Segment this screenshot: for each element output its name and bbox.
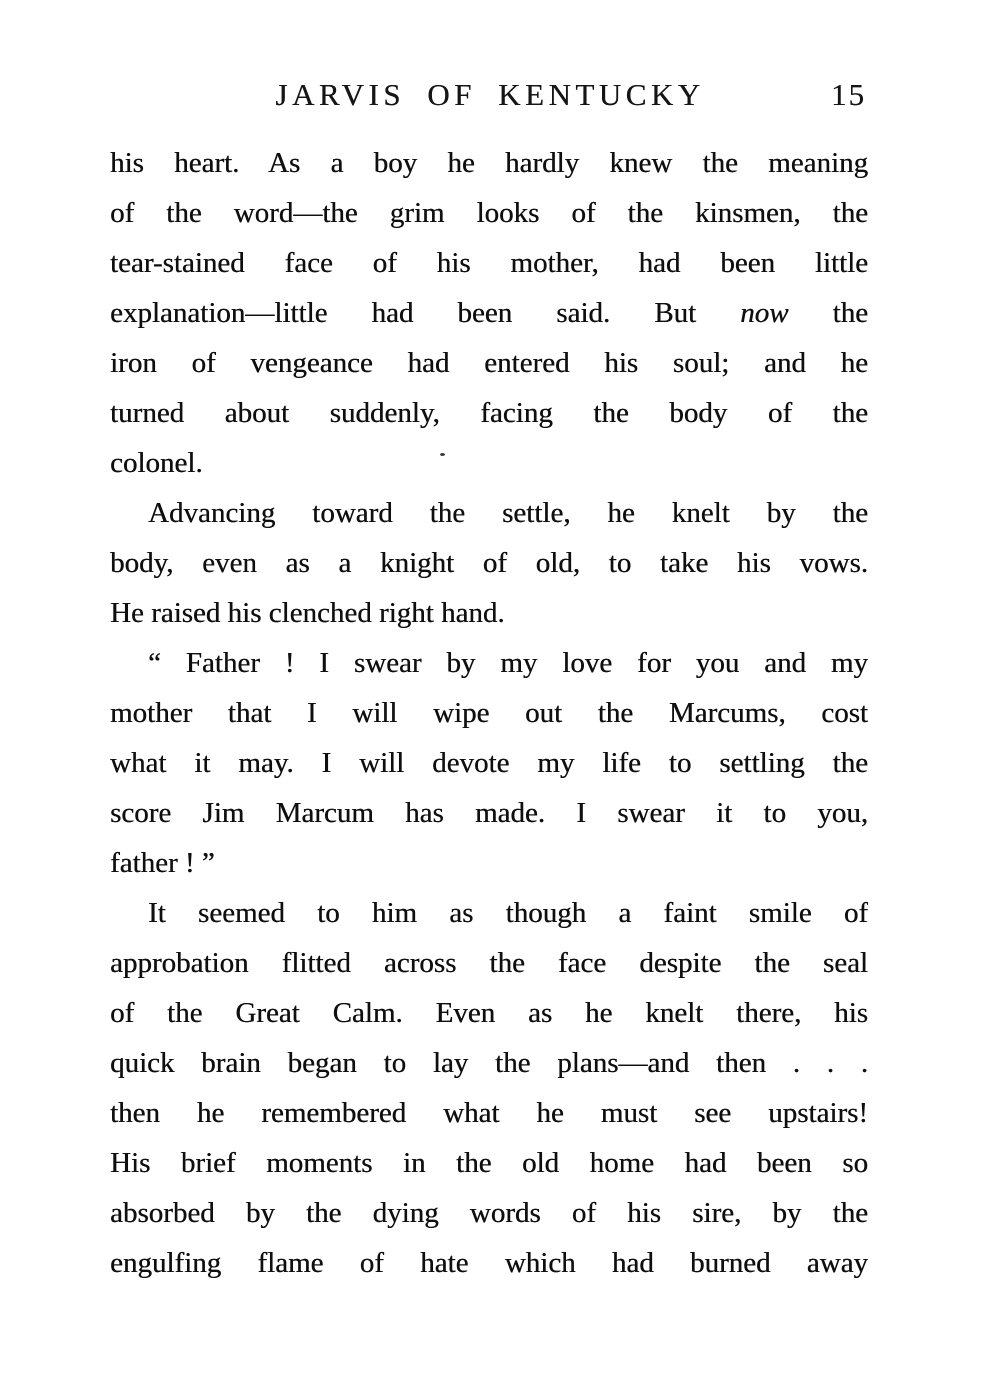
- text-line: [110, 1188, 868, 1238]
- text-line: [110, 888, 868, 938]
- text-run: the: [788, 297, 868, 329]
- text-run: then he remembered what he must see upstairs!: [110, 1097, 868, 1129]
- text-line: [110, 838, 868, 888]
- text-line: [110, 288, 868, 338]
- text-run: It seemed to him as though a faint smile of: [148, 897, 868, 929]
- text-line: [110, 238, 868, 288]
- page-title: JARVIS OF KENTUCKY: [275, 77, 705, 112]
- text-line: [110, 788, 868, 838]
- ink-speck: [440, 453, 445, 456]
- text-run: quick brain began to lay the plans—and then . . .: [110, 1047, 868, 1079]
- text-line: [110, 538, 868, 588]
- text-line: [110, 338, 868, 388]
- text-line: [110, 438, 868, 488]
- text-line: [110, 138, 868, 188]
- text-run: tear-stained face of his mother, had been little: [110, 247, 868, 279]
- page-number: 15: [831, 77, 866, 112]
- italic-text: now: [740, 297, 789, 329]
- text-line: [110, 988, 868, 1038]
- text-run: of the Great Calm. Even as he knelt there, his: [110, 997, 868, 1029]
- text-run: his heart. As a boy he hardly knew the meaning: [110, 147, 868, 179]
- text-line: [110, 388, 868, 438]
- text-line: [110, 688, 868, 738]
- text-line: [110, 638, 868, 688]
- text-run: of the word—the grim looks of the kinsmen, the: [110, 197, 868, 229]
- text-run: body, even as a knight of old, to take his vows.: [110, 547, 868, 579]
- text-run: father ! ”: [110, 847, 215, 879]
- text-run: iron of vengeance had entered his soul; and he: [110, 347, 868, 379]
- text-run: engulfing flame of hate which had burned away: [110, 1247, 868, 1279]
- text-line: [110, 488, 868, 538]
- text-run: approbation flitted across the face despite the seal: [110, 947, 868, 979]
- text-run: colonel.: [110, 447, 203, 479]
- text-line: [110, 188, 868, 238]
- text-run: absorbed by the dying words of his sire, by the: [110, 1197, 868, 1229]
- text-run: His brief moments in the old home had been so: [110, 1147, 868, 1179]
- text-run: mother that I will wipe out the Marcums, cost: [110, 697, 868, 729]
- text-run: turned about suddenly, facing the body of the: [110, 397, 868, 429]
- text-line: [110, 738, 868, 788]
- text-line: [110, 1038, 868, 1088]
- text-run: He raised his clenched right hand.: [110, 597, 505, 629]
- text-run: what it may. I will devote my life to settling the: [110, 747, 868, 779]
- text-run: “ Father ! I swear by my love for you and my: [148, 647, 868, 679]
- running-header: [0, 74, 1000, 116]
- page-body: [110, 138, 868, 1288]
- text-line: [110, 1238, 868, 1288]
- text-line: [110, 938, 868, 988]
- text-line: [110, 588, 868, 638]
- text-run: score Jim Marcum has made. I swear it to you,: [110, 797, 868, 829]
- text-run: explanation—little had been said. But: [110, 297, 741, 329]
- text-line: [110, 1138, 868, 1188]
- text-run: Advancing toward the settle, he knelt by the: [148, 497, 868, 529]
- text-line: [110, 1088, 868, 1138]
